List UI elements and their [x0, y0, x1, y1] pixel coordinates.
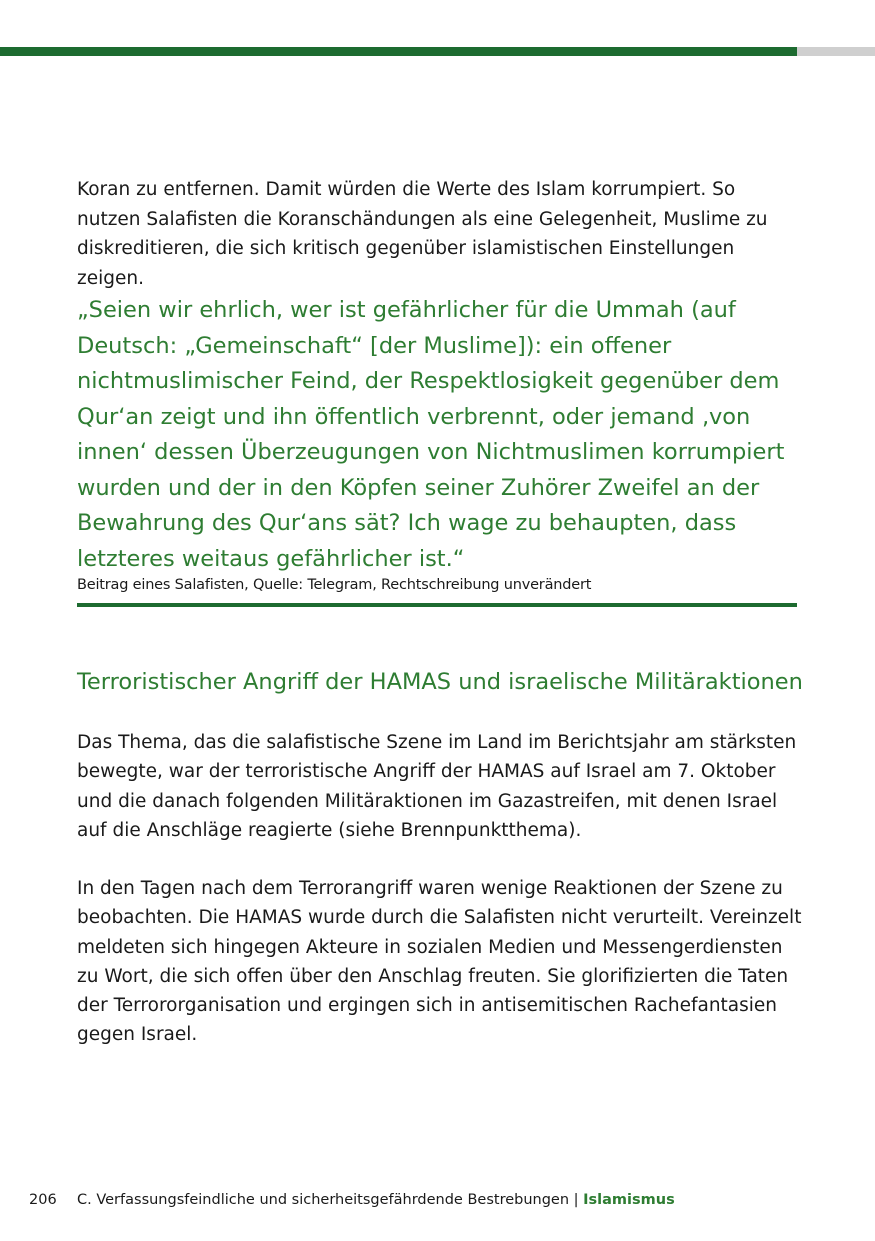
body-paragraph-2: In den Tagen nach dem Terrorangriff waren wenige Reaktionen der Szene zu beobachten. Die HAMAS wurde durch die Salafisten nicht verurteilt. Vereinzelt meldeten sich hingegen Akteure in sozialen Medien und Messengerdiensten zu Wort, die sich offen über den Anschlag freuten. Sie glorifizierten die Taten der Terrororganisation und ergingen sich in antisemitischen Rachefantasien gegen Israel.: [77, 878, 802, 1046]
footer-separator: |: [569, 1192, 584, 1208]
header-bar-grey: [797, 47, 875, 56]
intro-paragraph: Koran zu entfernen. Damit würden die Werte des Islam korrumpiert. So nutzen Salafisten die Koranschändungen als eine Gelegenheit, Muslime zu diskreditieren, die sich kritisch gegenüber islamistischen Einstellungen zeigen.: [77, 179, 768, 289]
footer-chapter: C. Verfassungsfeindliche und sicherheitsgefährdende Bestrebungen: [77, 1192, 570, 1208]
section-heading: Terroristischer Angriff der HAMAS und israelische Militäraktionen: [77, 669, 803, 695]
page-footer: [29, 1190, 829, 1210]
quote-divider: [77, 603, 797, 607]
header-bar-green: [0, 47, 797, 56]
body-paragraph-1: Das Thema, das die salafistische Szene im Land im Berichtsjahr am stärksten bewegte, war der terroristische Angriff der HAMAS auf Israel am 7. Oktober und die danach folgenden Militäraktionen im Gazastreifen, mit denen Israel auf die Anschläge reagierte (siehe Brennpunktthema).: [77, 732, 797, 841]
page-number: 206: [29, 1192, 57, 1208]
footer-section: Islamismus: [583, 1192, 675, 1208]
quote-source: Beitrag eines Salafisten, Quelle: Telegram, Rechtschreibung unverändert: [77, 577, 592, 593]
pull-quote: „Seien wir ehrlich, wer ist gefährlicher für die Ummah (auf Deutsch: „Gemeinschaft“ [der Muslime]): ein offener nichtmuslimischer Feind, der Respektlosigkeit gegenüber dem Qur‘an zeigt und ihn öffentlich verbrennt, oder jemand ‚von innen‘ dessen Überzeugungen von Nichtmuslimen korrumpiert wurden und der in den Köpfen seiner Zuhörer Zweifel an der Bewahrung des Qur‘ans sät? Ich wage zu behaupten, dass letzteres weitaus gefährlicher ist.“: [77, 297, 785, 572]
